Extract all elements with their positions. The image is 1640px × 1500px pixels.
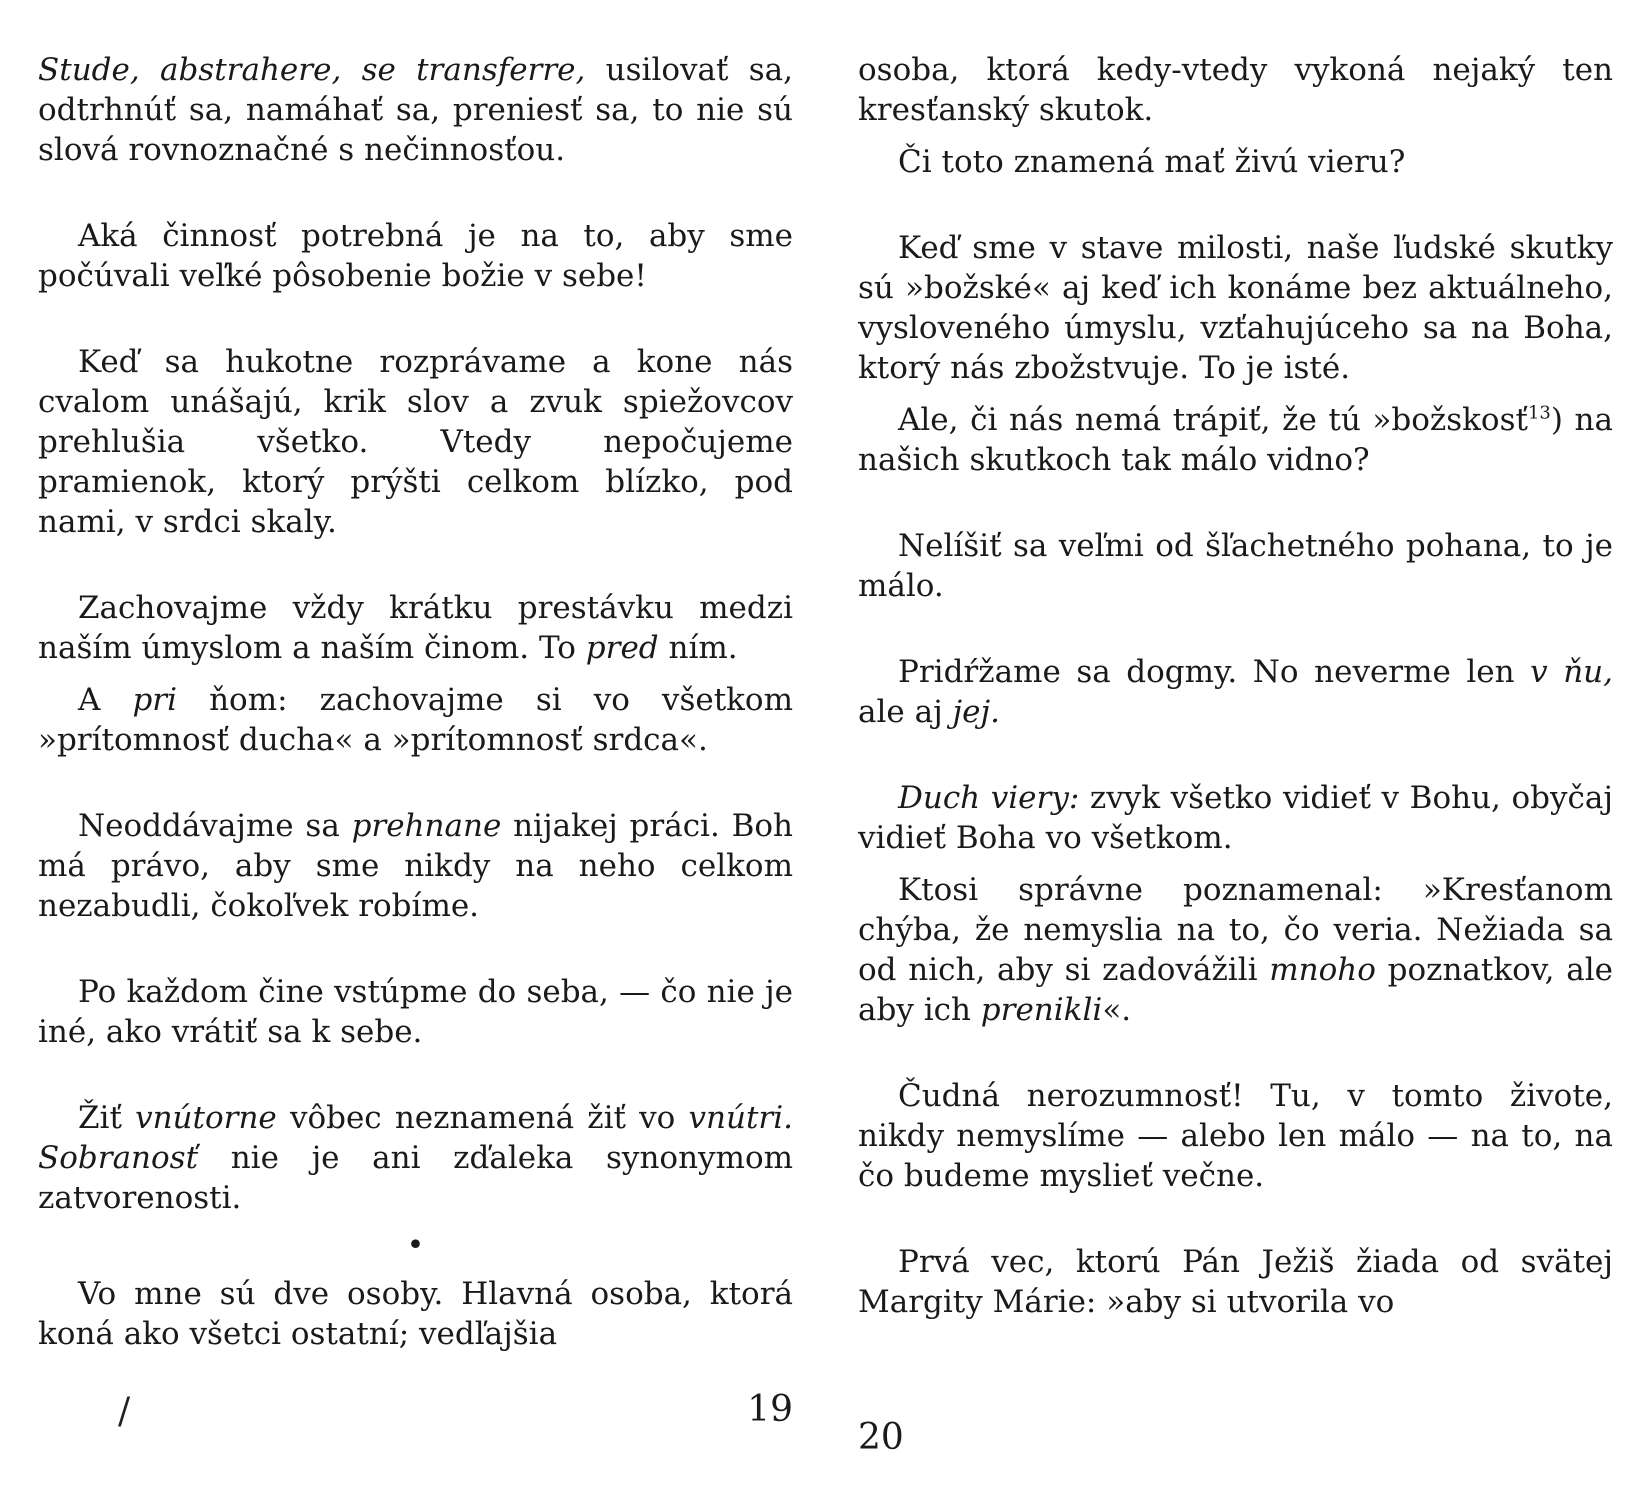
text-run: jej.: [952, 694, 1000, 730]
text-run: vnútorne: [135, 1100, 277, 1136]
text-run: ) na našich skutkoch tak málo vidno?: [858, 402, 1613, 478]
text-run: poznatkov, ale aby ich: [858, 952, 1613, 1028]
text-run: A: [78, 682, 133, 718]
paragraph: [858, 50, 1613, 130]
paragraph: [858, 142, 1613, 182]
text-run: ním.: [658, 630, 738, 666]
text-run: Nelíšiť sa veľmi od šľachetného pohana, to je málo.: [858, 528, 1613, 604]
paragraph: [858, 400, 1613, 480]
text-run: prenikli: [980, 992, 1103, 1028]
paragraph: [38, 1098, 793, 1218]
text-run: Prvá vec, ktorú Pán Ježiš žiada od svätej Margity Márie: »aby si utvorila vo: [858, 1244, 1613, 1320]
text-run: Vo mne sú dve osoby. Hlavná osoba, ktorá koná ako všetci ostatní; vedľajšia: [38, 1276, 793, 1352]
text-run: Aká činnosť potrebná je na to, aby sme počúvali veľké pôsobenie božie v sebe!: [38, 218, 793, 294]
paragraph: [858, 870, 1613, 1030]
text-run: nie je ani zďaleka synonymom zatvorenosti.: [38, 1140, 793, 1216]
text-run: Pridŕžame sa dogmy. No neverme len: [898, 654, 1531, 690]
text-run: nijakej práci. Boh má právo, aby sme nikdy na neho celkom nezabudli, čokoľvek robíme.: [38, 808, 793, 924]
right-text-column: [858, 50, 1613, 1322]
page-number: 19: [747, 1389, 793, 1430]
paragraph: [38, 972, 793, 1052]
paragraph: [38, 806, 793, 926]
text-run: mnoho: [1269, 952, 1376, 988]
text-run: Čudná nerozumnosť! Tu, v tomto živote, nikdy nemyslíme — alebo len málo — na to, na čo budeme myslieť večne.: [858, 1078, 1613, 1194]
text-run: zvyk všetko vidieť v Bohu, obyčaj vidieť Boha vo všetkom.: [858, 780, 1613, 856]
paragraph: [38, 50, 793, 170]
text-run: ale aj: [858, 694, 953, 730]
text-run: vnútri. Sobranosť: [38, 1100, 793, 1176]
paragraph: [858, 526, 1613, 606]
paragraph: [38, 342, 793, 542]
text-run: osoba, ktorá kedy-vtedy vykoná nejaký ten kresťanský skutok.: [858, 52, 1613, 128]
text-run: Ale, či nás nemá trápiť, že tú »božskosť: [898, 402, 1528, 438]
paragraph: [858, 652, 1613, 732]
paragraph: [38, 680, 793, 760]
text-run: pri: [132, 682, 178, 718]
paragraph: [38, 216, 793, 296]
text-run: v ňu,: [1530, 654, 1613, 690]
text-run: prehnane: [351, 808, 502, 844]
margin-mark: /: [118, 1391, 131, 1432]
paragraph: [858, 778, 1613, 858]
text-run: vôbec neznamená žiť vo: [276, 1100, 689, 1136]
text-run: Keď sa hukotne rozprávame a kone nás cvalom unášajú, krik slov a zvuk spiežovcov prehlušia všetko. Vtedy nepočujeme pramienok, ktorý prýšti celkom blízko, pod nami, v srdci skaly.: [38, 344, 793, 540]
text-run: Ktosi správne poznamenal: »Kresťanom chýba, že nemyslia na to, čo veria. Nežiada sa od nich, aby si zadovážili: [858, 872, 1613, 988]
text-run: Keď sme v stave milosti, naše ľudské skutky sú »božské« aj keď ich konáme bez aktuálneho, vysloveného úmyslu, vzťahujúceho sa na Boha, ktorý nás zbožstvuje. To je isté.: [858, 230, 1613, 386]
text-run: Žiť: [78, 1100, 136, 1136]
text-run: pred: [585, 630, 659, 666]
text-run: Po každom čine vstúpme do seba, — čo nie je iné, ako vrátiť sa k sebe.: [38, 974, 793, 1050]
text-run: ňom: zachovajme si vo všetkom »prítomnosť ducha« a »prítomnosť srdca«.: [38, 682, 793, 758]
text-run: Stude, abstrahere, se transferre,: [38, 52, 586, 88]
text-run: Neoddávajme sa: [78, 808, 352, 844]
paragraph: [38, 588, 793, 668]
paragraph: [858, 228, 1613, 388]
text-run: Duch viery:: [898, 780, 1080, 816]
text-run: Či toto znamená mať živú vieru?: [898, 144, 1406, 180]
footnote-ref: 13: [1527, 402, 1551, 424]
paragraph: [858, 1076, 1613, 1196]
section-separator: •: [406, 1228, 425, 1263]
text-run: usilovať sa, odtrhnúť sa, namáhať sa, preniesť sa, to nie sú slová rovnoznačné s nečinnosťou.: [38, 52, 793, 168]
paragraph: [38, 1274, 793, 1354]
paragraph: [858, 1242, 1613, 1322]
text-run: «.: [1102, 992, 1132, 1028]
left-text-column: [38, 50, 793, 1354]
page-number: 20: [858, 1417, 904, 1458]
text-run: Zachovajme vždy krátku prestávku medzi naším úmyslom a naším činom. To: [38, 590, 793, 666]
